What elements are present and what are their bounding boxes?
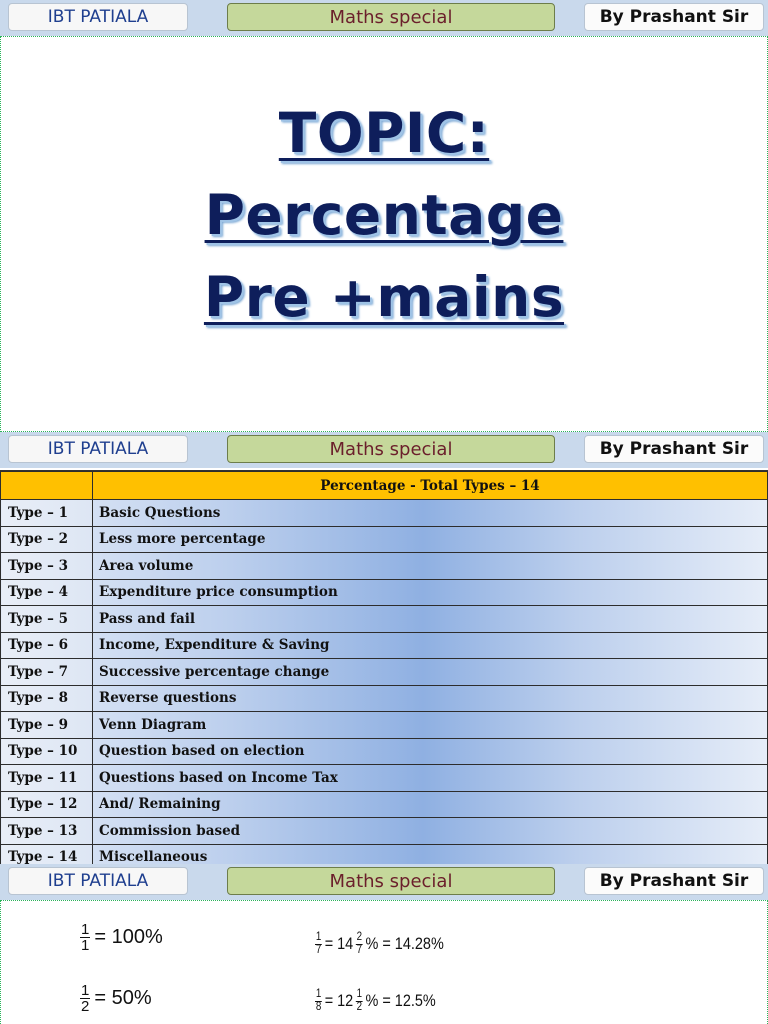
- table-row: [1, 791, 768, 818]
- description-cell: Less more percentage: [93, 526, 768, 553]
- type-cell: Type – 14: [1, 844, 93, 864]
- fractions-content: [0, 900, 768, 1024]
- table-heading: Percentage - Total Types – 14: [93, 472, 768, 500]
- description-cell: Miscellaneous: [93, 844, 768, 864]
- description-cell: Income, Expenditure & Saving: [93, 632, 768, 659]
- fraction: $\frac{2}{7}$: [356, 931, 363, 956]
- table-row: [1, 765, 768, 792]
- table-row: [1, 606, 768, 633]
- description-cell: Successive percentage change: [93, 659, 768, 686]
- description-cell: Pass and fail: [93, 606, 768, 633]
- type-cell: Type – 8: [1, 685, 93, 712]
- fraction: $\frac{1}{7}$: [315, 931, 322, 956]
- type-cell: Type – 7: [1, 659, 93, 686]
- type-cell: Type – 5: [1, 606, 93, 633]
- header-bar: [0, 432, 768, 468]
- fraction: $\frac{1}{1}$: [81, 921, 90, 954]
- title-line-3: Pre +mains: [203, 265, 565, 329]
- table-row: [1, 712, 768, 739]
- table-row: [1, 553, 768, 580]
- type-cell: Type – 12: [1, 791, 93, 818]
- title-line-2: Percentage: [204, 183, 564, 247]
- description-cell: Expenditure price consumption: [93, 579, 768, 606]
- institute-label: IBT PATIALA: [8, 435, 188, 463]
- fraction-equation: $\frac{1}{7}$ = 14 $\frac{2}{7}$ % = 14.28%: [315, 931, 444, 956]
- type-cell: Type – 6: [1, 632, 93, 659]
- description-cell: And/ Remaining: [93, 791, 768, 818]
- table-row: [1, 632, 768, 659]
- types-table: [0, 470, 768, 864]
- description-cell: Questions based on Income Tax: [93, 765, 768, 792]
- type-cell: Type – 3: [1, 553, 93, 580]
- type-cell: Type – 11: [1, 765, 93, 792]
- table-row: [1, 659, 768, 686]
- subject-label: Maths special: [227, 435, 555, 463]
- author-label: By Prashant Sir: [584, 3, 764, 31]
- table-header-row: [1, 472, 768, 500]
- table-row: [1, 818, 768, 845]
- type-cell: Type – 2: [1, 526, 93, 553]
- description-cell: Commission based: [93, 818, 768, 845]
- institute-label: IBT PATIALA: [8, 3, 188, 31]
- description-cell: Reverse questions: [93, 685, 768, 712]
- fraction: $\frac{1}{2}$: [81, 982, 90, 1015]
- subject-label: Maths special: [227, 3, 555, 31]
- title-line-1: TOPIC:: [278, 101, 490, 165]
- header-bar: [0, 0, 768, 36]
- author-label: By Prashant Sir: [584, 867, 764, 895]
- slide-title: [0, 92, 768, 338]
- author-label: By Prashant Sir: [584, 435, 764, 463]
- type-cell: Type – 10: [1, 738, 93, 765]
- description-cell: Basic Questions: [93, 500, 768, 527]
- type-cell: Type – 1: [1, 500, 93, 527]
- header-bar: [0, 864, 768, 900]
- description-cell: Question based on election: [93, 738, 768, 765]
- subject-label: Maths special: [227, 867, 555, 895]
- type-cell: Type – 13: [1, 818, 93, 845]
- institute-label: IBT PATIALA: [8, 867, 188, 895]
- table-row: [1, 844, 768, 864]
- type-cell: Type – 4: [1, 579, 93, 606]
- fraction-equation: $\frac{1}{8}$ = 12 $\frac{1}{2}$ % = 12.5%: [315, 988, 436, 1013]
- fraction-equation: $\frac{1}{2}$ = 50%: [81, 982, 152, 1015]
- table-row: [1, 500, 768, 527]
- description-cell: Venn Diagram: [93, 712, 768, 739]
- type-cell: Type – 9: [1, 712, 93, 739]
- fraction: $\frac{1}{8}$: [315, 988, 322, 1013]
- fraction: $\frac{1}{2}$: [356, 988, 363, 1013]
- table-row: [1, 579, 768, 606]
- table-row: [1, 526, 768, 553]
- table-row: [1, 738, 768, 765]
- table-row: [1, 685, 768, 712]
- fraction-equation: $\frac{1}{1}$ = 100%: [81, 921, 163, 954]
- description-cell: Area volume: [93, 553, 768, 580]
